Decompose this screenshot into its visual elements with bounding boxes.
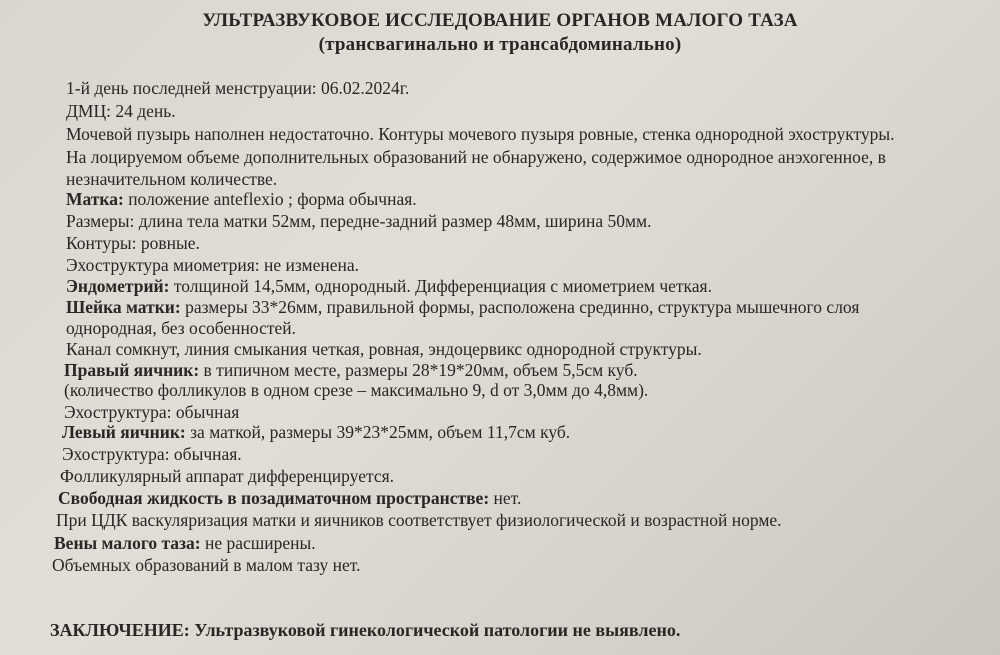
report-line: ДМЦ: 24 день. [66,101,176,121]
report-line: Канал сомкнут, линия смыкания четкая, ровная, эндоцервикс однородной структуры. [66,339,702,359]
report-line-left-ovary: Левый яичник: за маткой, размеры 39*23*25мм, объем 11,7см куб. [62,422,571,442]
report-line: (количество фолликулов в одном срезе – максимально 9, d от 3,0мм до 4,8мм). [64,380,649,400]
report-line: При ЦДК васкуляризация матки и яичников соответствует физиологической и возрастной норме. [56,510,782,530]
report-line: 1-й день последней менструации: 06.02.2024г. [66,78,410,98]
report-line-endometrium: Эндометрий: толщиной 14,5мм, однородный. Дифференциация с миометрием четкая. [66,276,712,296]
report-line: Размеры: длина тела матки 52мм, передне-задний размер 48мм, ширина 50мм. [66,211,652,231]
report-line: Контуры: ровные. [66,233,200,253]
document-title: УЛЬТРАЗВУКОВОЕ ИССЛЕДОВАНИЕ ОРГАНОВ МАЛОГО ТАЗА [202,10,798,31]
report-line-cervix: Шейка матки: размеры 33*26мм, правильной формы, расположена срединно, структура мышечного слоя [66,297,860,317]
report-line-right-ovary: Правый яичник: в типичном месте, размеры 28*19*20мм, объем 5,5см куб. [64,360,638,380]
report-line: однородная, без особенностей. [66,318,297,338]
report-line: Эхоструктура: обычная. [62,444,242,464]
report-conclusion: ЗАКЛЮЧЕНИЕ: Ультразвуковой гинекологической патологии не выявлено. [50,620,681,640]
report-line: Эхоструктура миометрия: не изменена. [66,255,360,275]
report-line: незначительном количестве. [66,169,278,189]
report-line: Фолликулярный аппарат дифференцируется. [60,466,395,486]
report-line: Мочевой пузырь наполнен недостаточно. Контуры мочевого пузыря ровные, стенка однородной эхоструктуры. [66,124,895,144]
report-line-pelvic-veins: Вены малого таза: не расширены. [54,533,316,553]
report-line: Объемных образований в малом тазу нет. [52,555,361,575]
document-subtitle: (трансвагинально и трансабдоминально) [318,34,682,55]
report-line-uterus: Матка: положение anteflexio ; форма обычная. [66,189,417,209]
report-line: Эхоструктура: обычная [64,402,240,422]
report-line-free-fluid: Свободная жидкость в позадиматочном пространстве: нет. [58,488,522,508]
report-line: На лоцируемом объеме дополнительных образований не обнаружено, содержимое однородное анэхогенное, в [66,147,886,167]
